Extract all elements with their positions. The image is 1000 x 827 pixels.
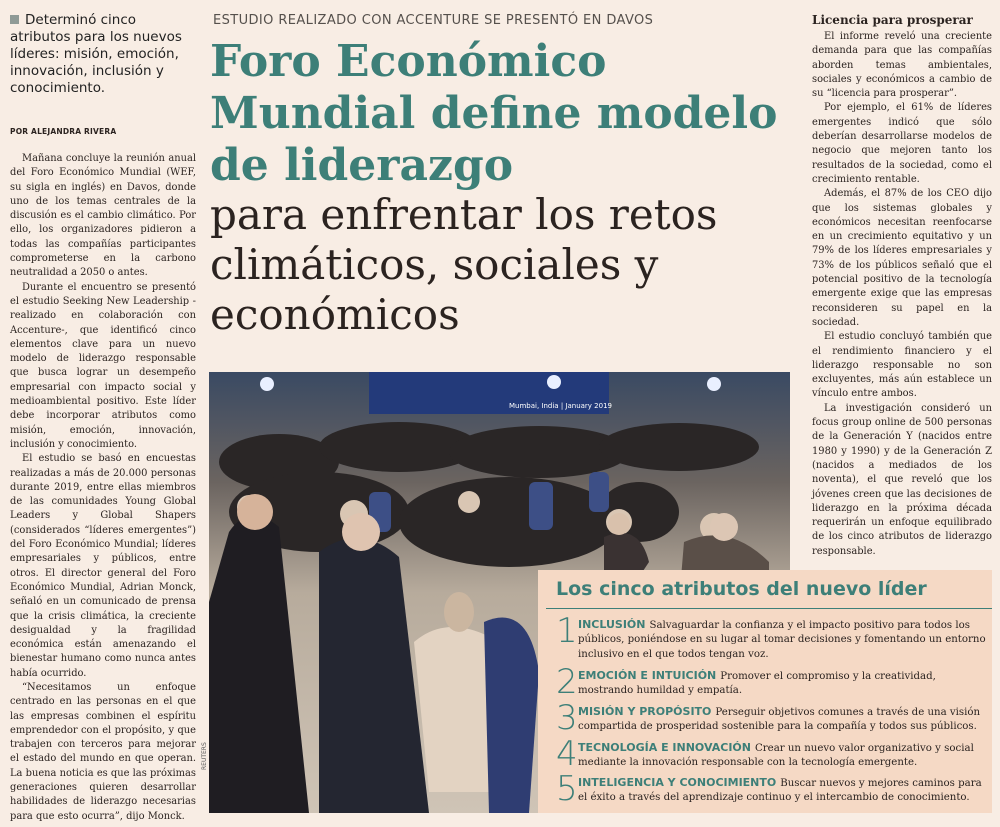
- photo-credit: REUTERS: [201, 742, 208, 770]
- attribute-name: MISIÓN Y PROPÓSITO: [578, 705, 712, 718]
- kicker: ESTUDIO REALIZADO CON ACCENTURE SE PRESENTÓ EN DAVOS: [213, 13, 654, 28]
- subhead: Licencia para prosperar: [812, 13, 973, 27]
- paragraph: Durante el encuentro se presentó el estudio Seeking New Leadership -realizado en colaboración con Accenture-, que identificó cinco elementos clave para un nuevo modelo de liderazgo responsable que busca lograr un desempeño empresarial con impacto social y medioambiental positivo. Este líder debe incorporar atributos como misión, emoción, innovación, inclusión y conocimiento.: [10, 281, 196, 450]
- divider: [546, 608, 992, 609]
- attributes-box: [538, 570, 992, 813]
- paragraph: Por ejemplo, el 61% de líderes emergentes indicó que sólo deberían desarrollarse modelos de negocio que mejoren tanto los resultados de la sociedad, como el crecimiento rentable.: [812, 102, 992, 185]
- attribute-name: TECNOLOGÍA E INNOVACIÓN: [578, 741, 751, 754]
- attribute-item: [556, 662, 986, 702]
- attribute-number: 3: [556, 698, 578, 738]
- attribute-name: INCLUSIÓN: [578, 618, 646, 631]
- deck: para enfrentar los retos climáticos, sociales y económicos: [210, 190, 718, 339]
- attribute-number: 5: [556, 769, 578, 809]
- attribute-item: [556, 734, 986, 774]
- screen-caption: Mumbai, India | January 2019: [509, 402, 612, 410]
- attribute-text: Perseguir objetivos comunes a través de una visión compartida de prosperidad sostenible para la compañía y todos sus públicos.: [578, 707, 981, 733]
- attribute-name: INTELIGENCIA Y CONOCIMIENTO: [578, 776, 777, 789]
- attribute-item: [556, 698, 986, 738]
- paragraph: Además, el 87% de los CEO dijo que los sistemas globales y económicos necesitan reenfocarse en un crecimiento equitativo y un 79% de los líderes empresariales y 73% de los públicos señaló que el potencial positivo de la tecnología emergente exige que las empresas reconsideren su papel en la sociedad.: [812, 188, 992, 328]
- attribute-text: Promover el compromiso y la creatividad, mostrando humildad y empatía.: [578, 671, 936, 697]
- attribute-number: 4: [556, 734, 578, 774]
- paragraph: Mañana concluye la reunión anual del Foro Económico Mundial (WEF, su sigla en inglés) en Davos, donde uno de los temas centrales de la discusión es el cambio climático. Por ello, los organizadores pidieron a todas las compañías participantes comprometerse en la carbono neutralidad a 2050 o antes.: [10, 153, 196, 279]
- attribute-number: 1: [556, 611, 578, 651]
- headline: Foro Económico Mundial define modelo de liderazgo: [210, 36, 778, 191]
- attribute-text: Buscar nuevos y mejores caminos para el éxito a través del aprendizaje continuo y el intercambio de conocimiento.: [578, 778, 982, 804]
- bullet-square-icon: [10, 15, 19, 24]
- teaser-text: Determinó cinco atributos para los nuevos líderes: misión, emoción, innovación, inclusión y conocimiento.: [10, 12, 182, 96]
- paragraph: El informe reveló una creciente demanda para que las compañías aborden temas ambientales, sociales y económicos a cambio de su “licencia para prosperar”.: [812, 31, 992, 100]
- attribute-text: Crear un nuevo valor organizativo y social mediante la innovación responsable con la tecnología emergente.: [578, 743, 974, 769]
- paragraph: El estudio se basó en encuestas realizadas a más de 20.000 personas durante 2019, entre ellas miembros de las comunidades Young Global Leaders y Global Shapers (considerados “líderes emergentes”) del Foro Económico Mundial; líderes empresariales y públicos, entre otros. El director general del Foro Económico Mundial, Adrian Monck, señaló en un comunicado de prensa que la crisis climática, la creciente desigualdad y la fragilidad económica están amenazando el bienestar humano como nunca antes había ocurrido.: [10, 453, 196, 679]
- attribute-item: [556, 769, 986, 809]
- attribute-text: Salvaguardar la confianza y el impacto positivo para todos los públicos, poniéndose en su lugar al tomar decisiones y fomentando un entorno inclusivo en el que todos tengan voz.: [578, 620, 986, 660]
- paragraph: El estudio concluyó también que el rendimiento financiero y el liderazgo responsable no son excluyentes, más aún establece un vínculo entre ambos.: [812, 331, 992, 400]
- attribute-number: 2: [556, 662, 578, 702]
- article-column-right: [812, 30, 992, 559]
- paragraph: “Necesitamos un enfoque centrado en las personas en el que las empresas combinen el espíritu emprendedor con el propósito, y que trabajen con terceros para mejorar el estado del mundo en que operan. La buena noticia es que las próximas generaciones quieren desarrollar habilidades de liderazgo necesarias para que esto ocurra”, dijo Monck.: [10, 681, 196, 822]
- paragraph: La investigación consideró un focus group online de 500 personas de la Generación Y (nacidos entre 1980 y 1990) y de la Generación Z (nacidos a mediados de los noventa), el que reveló que los jóvenes creen que las decisiones de liderazgo en la próxima década requerirán un enfoque equilibrado de los cinco atributos de liderazgo responsable.: [812, 402, 992, 557]
- byline: POR ALEJANDRA RIVERA: [10, 127, 117, 136]
- teaser: [10, 12, 195, 97]
- attribute-item: [556, 611, 986, 662]
- article-column-left: [10, 152, 196, 824]
- box-title: Los cinco atributos del nuevo líder: [556, 578, 927, 600]
- attribute-name: EMOCIÓN E INTUICIÓN: [578, 669, 717, 682]
